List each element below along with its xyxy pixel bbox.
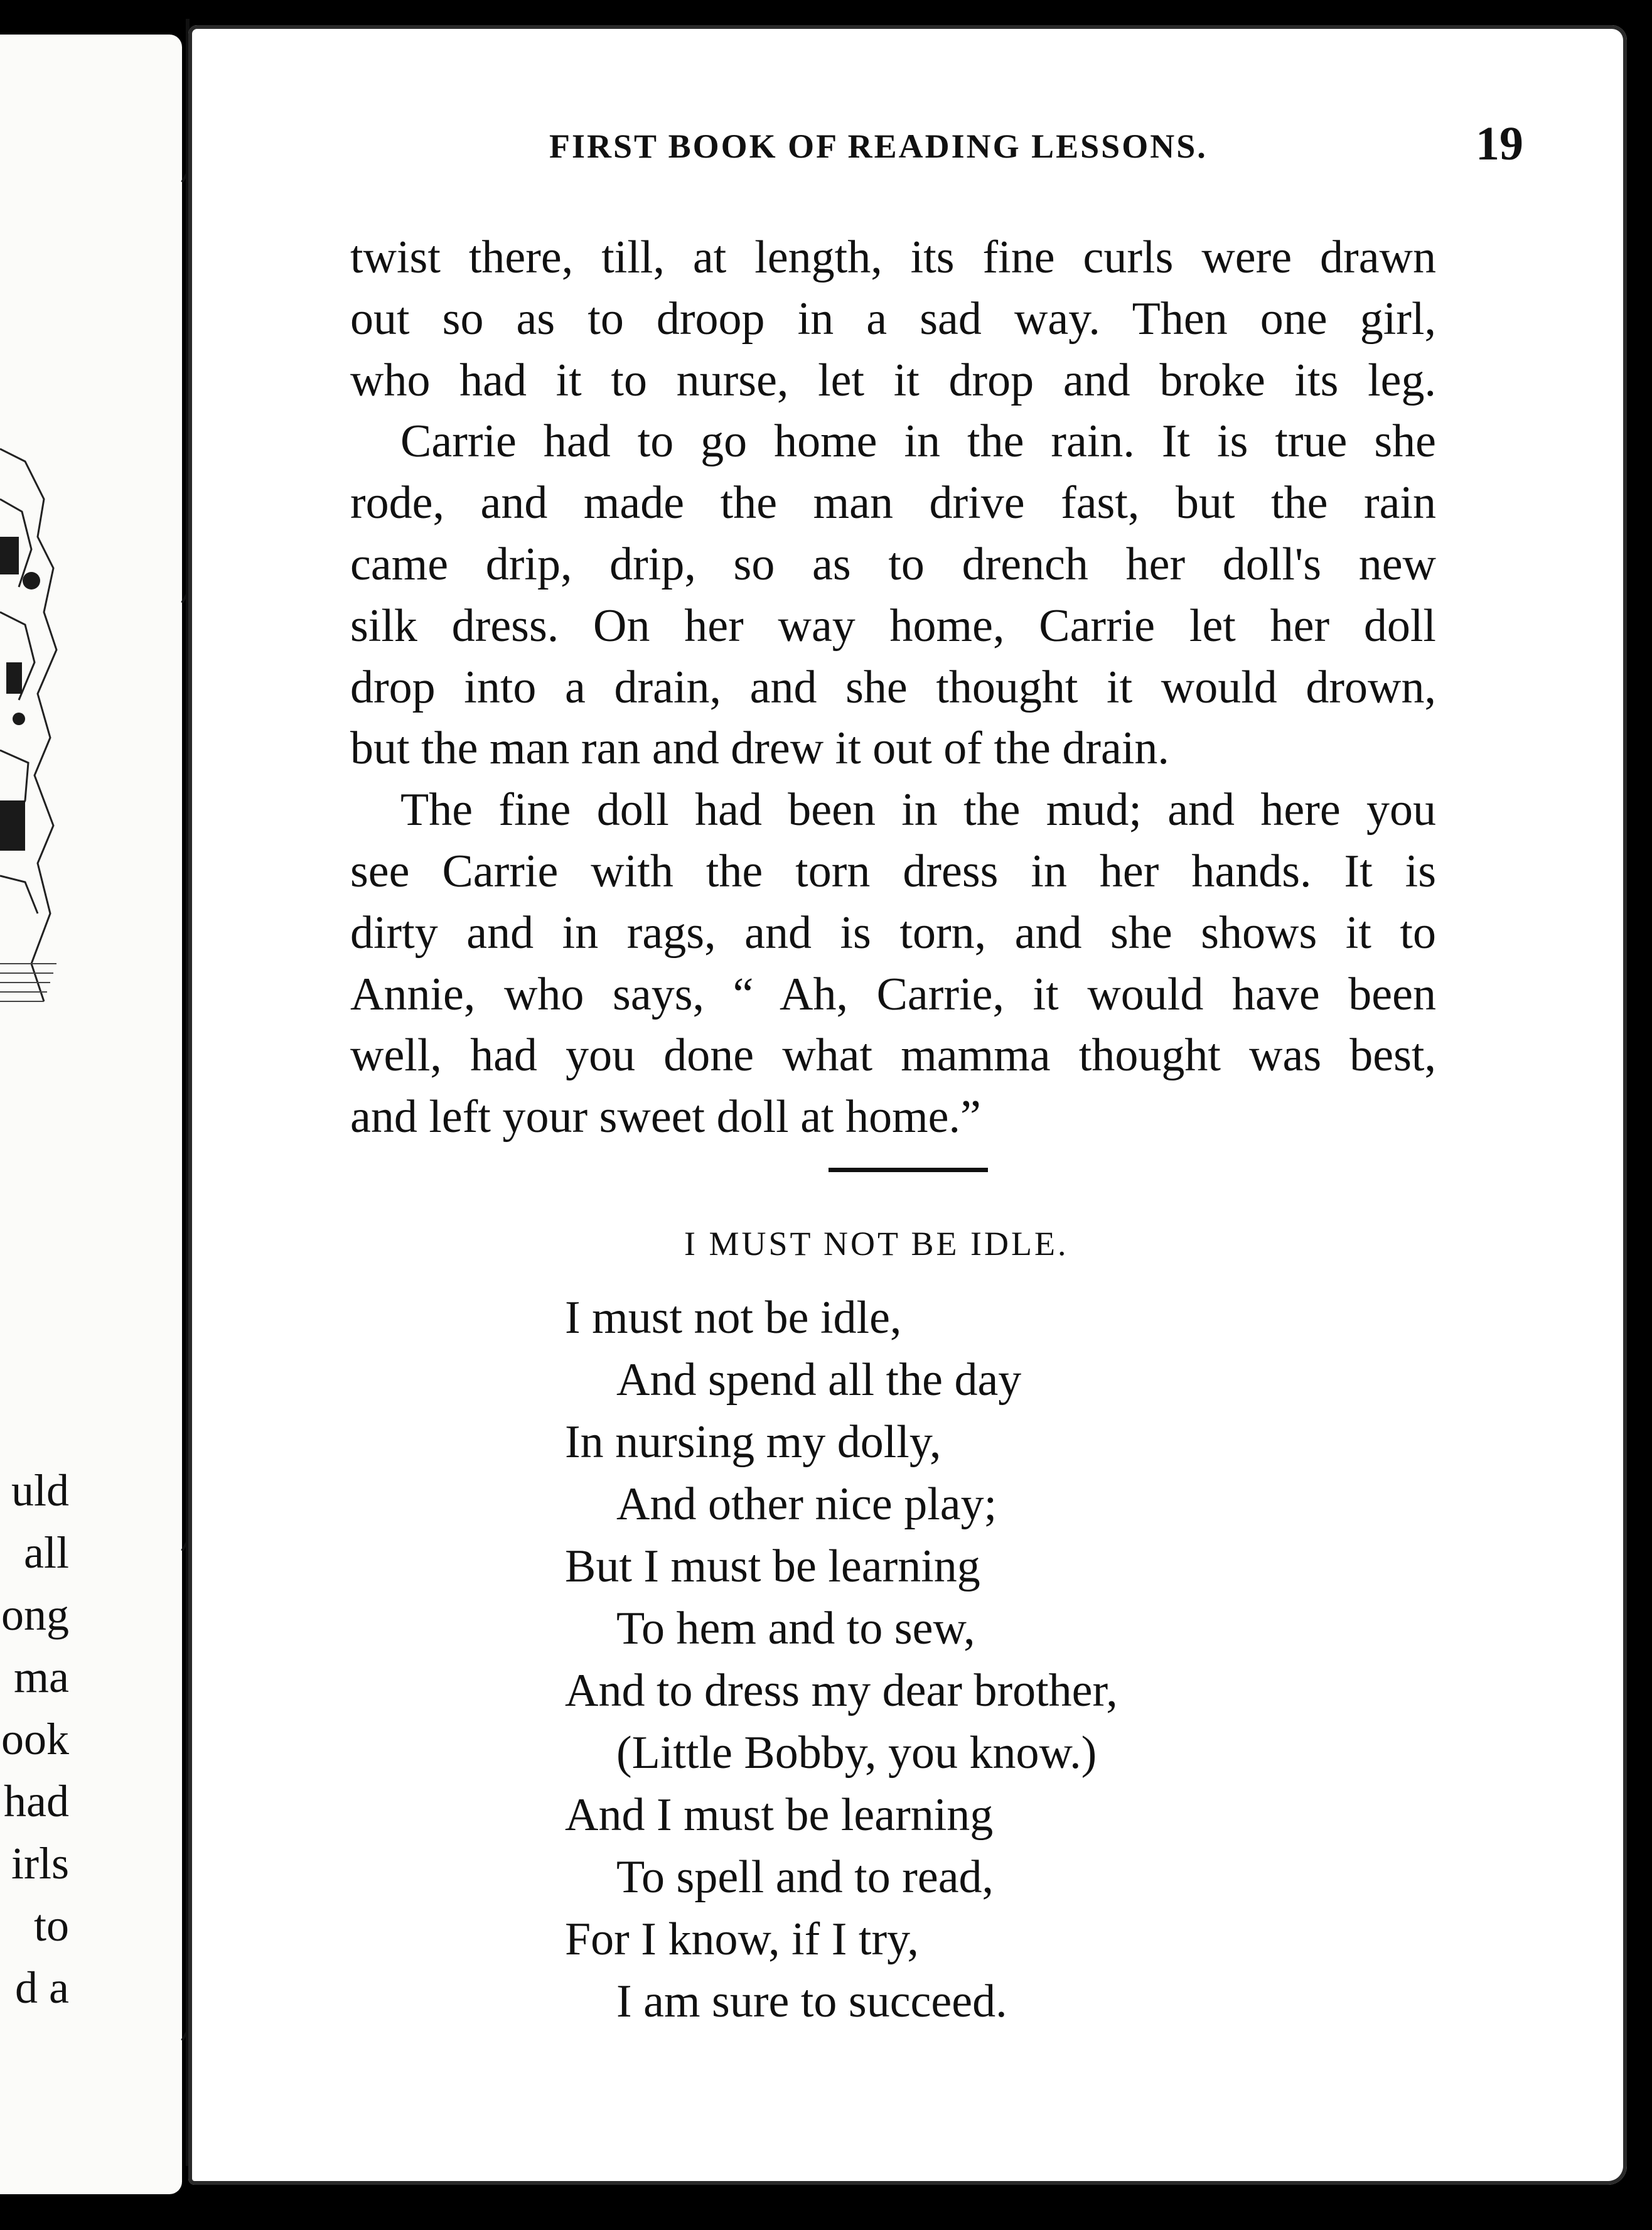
fragment-line: ong <box>1 1590 69 1640</box>
fragment-line: uld <box>11 1465 69 1516</box>
poem-line: For I know, if I try, <box>565 1914 919 1965</box>
poem-line: (Little Bobby, you know.) <box>616 1727 1097 1779</box>
fragment-line: all <box>24 1527 69 1578</box>
prose-line: Carrie had to go home in the rain. It is true she <box>400 416 1436 468</box>
prose-line: The fine doll had been in the mud; and here you <box>400 784 1436 836</box>
poem-line: I am sure to succeed. <box>616 1976 1007 2027</box>
engraving-illustration-fragment <box>0 424 60 1039</box>
prose-line: drop into a drain, and she thought it would drown, <box>350 661 1436 713</box>
section-divider <box>829 1168 988 1172</box>
page-number: 19 <box>1476 117 1523 170</box>
poem-line: To hem and to sew, <box>616 1603 975 1654</box>
prose-line: and left your sweet doll at home.” <box>350 1091 981 1143</box>
poem-line: And spend all the day <box>616 1354 1022 1406</box>
prose-line: twist there, till, at length, its fine curls were drawn <box>350 232 1436 283</box>
fragment-line: irls <box>11 1838 69 1888</box>
prose-line: came drip, drip, so as to drench her doll's new <box>350 538 1436 590</box>
book-page <box>188 25 1627 2185</box>
prose-line: but the man ran and drew it out of the drain. <box>350 723 1169 775</box>
fragment-line: to <box>33 1900 69 1951</box>
fragment-line: ook <box>1 1714 69 1764</box>
poem-line: And to dress my dear brother, <box>565 1665 1118 1716</box>
prose-line: Annie, who says, “ Ah, Carrie, it would have been <box>350 968 1436 1020</box>
poem-line: But I must be learning <box>565 1541 980 1592</box>
prose-line: well, had you done what mamma thought was best, <box>350 1030 1436 1082</box>
poem-body <box>565 1287 1318 2033</box>
fragment-line: d a <box>15 1963 69 2013</box>
running-head: FIRST BOOK OF READING LESSONS. <box>549 127 1208 165</box>
prose-body <box>350 227 1436 1148</box>
poem-line: To spell and to read, <box>616 1851 994 1903</box>
poem-line: In nursing my dolly, <box>565 1416 941 1468</box>
poem-line: And I must be learning <box>565 1789 994 1841</box>
prose-line: see Carrie with the torn dress in her hands. It is <box>350 845 1436 897</box>
left-page-text-fragments <box>0 1460 69 2019</box>
fragment-line: ma <box>14 1652 69 1702</box>
poem-line: And other nice play; <box>616 1479 997 1530</box>
prose-line: who had it to nurse, let it drop and broke its leg. <box>350 354 1436 406</box>
prose-line: silk dress. On her way home, Carrie let her doll <box>350 600 1436 652</box>
prose-line: out so as to droop in a sad way. Then one girl, <box>350 293 1436 345</box>
poem-title: I MUST NOT BE IDLE. <box>684 1225 1069 1263</box>
prose-line: rode, and made the man drive fast, but the rain <box>350 477 1436 529</box>
fragment-line: had <box>4 1776 69 1826</box>
poem-line: I must not be idle, <box>565 1292 902 1344</box>
prose-line: dirty and in rags, and is torn, and she shows it to <box>350 907 1436 959</box>
facing-page-left <box>0 35 182 2194</box>
